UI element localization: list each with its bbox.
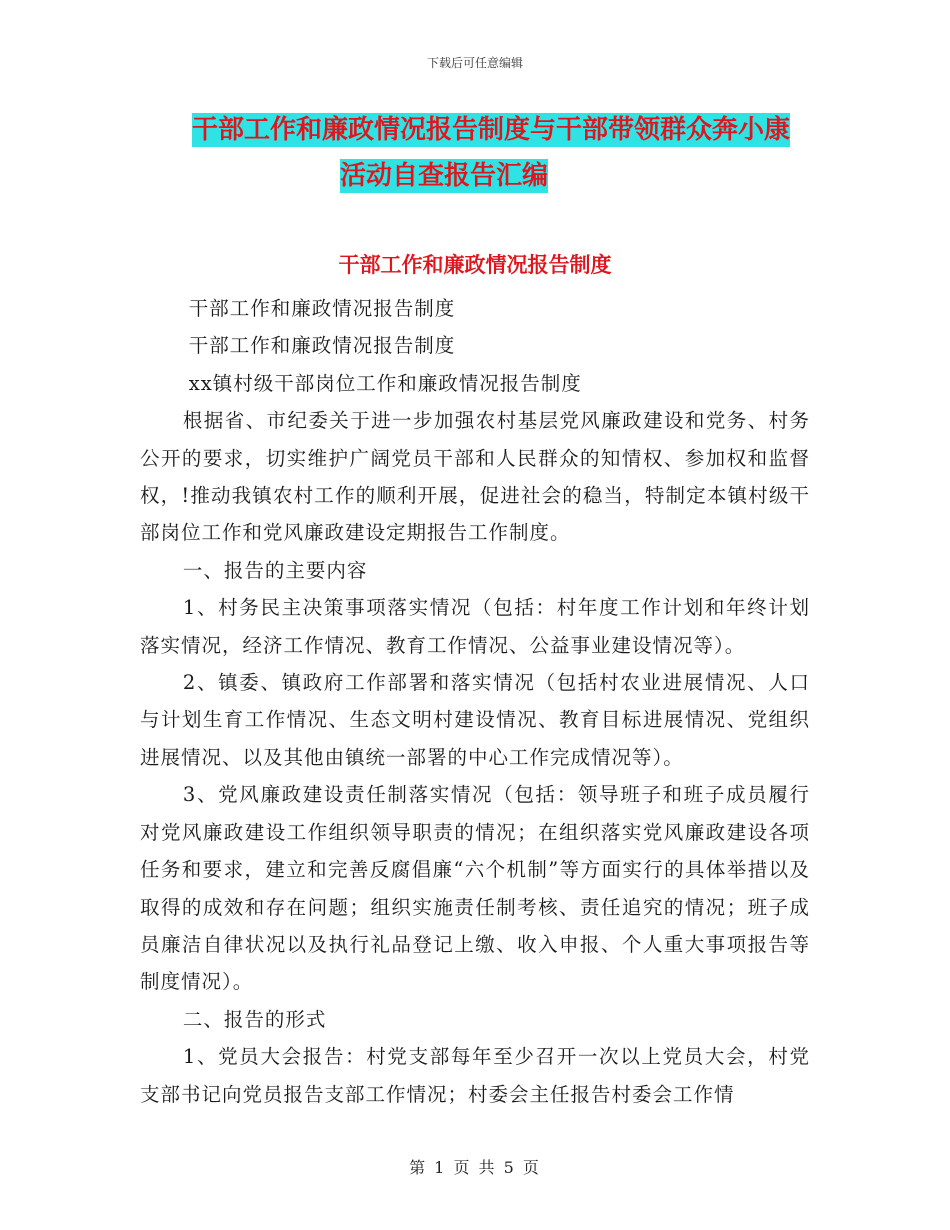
section-title: 干部工作和廉政情况报告制度 xyxy=(338,253,612,277)
page-number: 第 1 页 共 5 页 xyxy=(409,1158,541,1177)
title-line-2: 活动自查报告汇编 xyxy=(340,161,549,191)
paragraph: 2、镇委、镇政府工作部署和落实情况（包括村农业进展情况、人口与计划生育工作情况、生态文明村建设情况、教育目标进展情况、党组织进展情况、以及其他由镇统一部署的中心工作完成情况等）。 xyxy=(140,671,810,769)
paragraph: 二、报告的形式 xyxy=(182,1007,327,1031)
document-body xyxy=(140,290,810,1113)
title-line-1: 干部工作和廉政情况报告制度与干部带领群众奔小康 xyxy=(192,115,791,145)
paragraph: 1、党员大会报告：村党支部每年至少召开一次以上党员大会，村党支部书记向党员报告支部工作情况；村委会主任报告村委会工作情 xyxy=(140,1045,810,1106)
paragraph: xx镇村级干部岗位工作和廉政情况报告制度 xyxy=(188,371,582,395)
document-title xyxy=(0,108,950,198)
header-note: 下载后可任意编辑 xyxy=(426,56,523,70)
paragraph: 干部工作和廉政情况报告制度 xyxy=(188,334,456,358)
paragraph: 一、报告的主要内容 xyxy=(182,558,368,582)
paragraph: 干部工作和廉政情况报告制度 xyxy=(188,297,456,320)
paragraph: 根据省、市纪委关于进一步加强农村基层党风廉政建设和党务、村务公开的要求，切实维护广阔党员干部和人民群众的知情权、参加权和监督权，!推动我镇农村工作的顺利开展，促进社会的稳当，特制定本镇村级干部岗位工作和党风廉政建设定期报告工作制度。 xyxy=(140,409,810,545)
paragraph: 1、村务民主决策事项落实情况（包括：村年度工作计划和年终计划落实情况，经济工作情况、教育工作情况、公益事业建设情况等）。 xyxy=(140,596,810,657)
paragraph: 3、党风廉政建设责任制落实情况（包括：领导班子和班子成员履行对党风廉政建设工作组织领导职责的情况；在组织落实党风廉政建设各项任务和要求，建立和完善反腐倡廉“六个机制”等方面实行的具体举措以及取得的成效和存在问题；组织实施责任制考核、责任追究的情况；班子成员廉洁自律状况以及执行礼品登记上缴、收入申报、个人重大事项报告等制度情况）。 xyxy=(140,783,810,994)
